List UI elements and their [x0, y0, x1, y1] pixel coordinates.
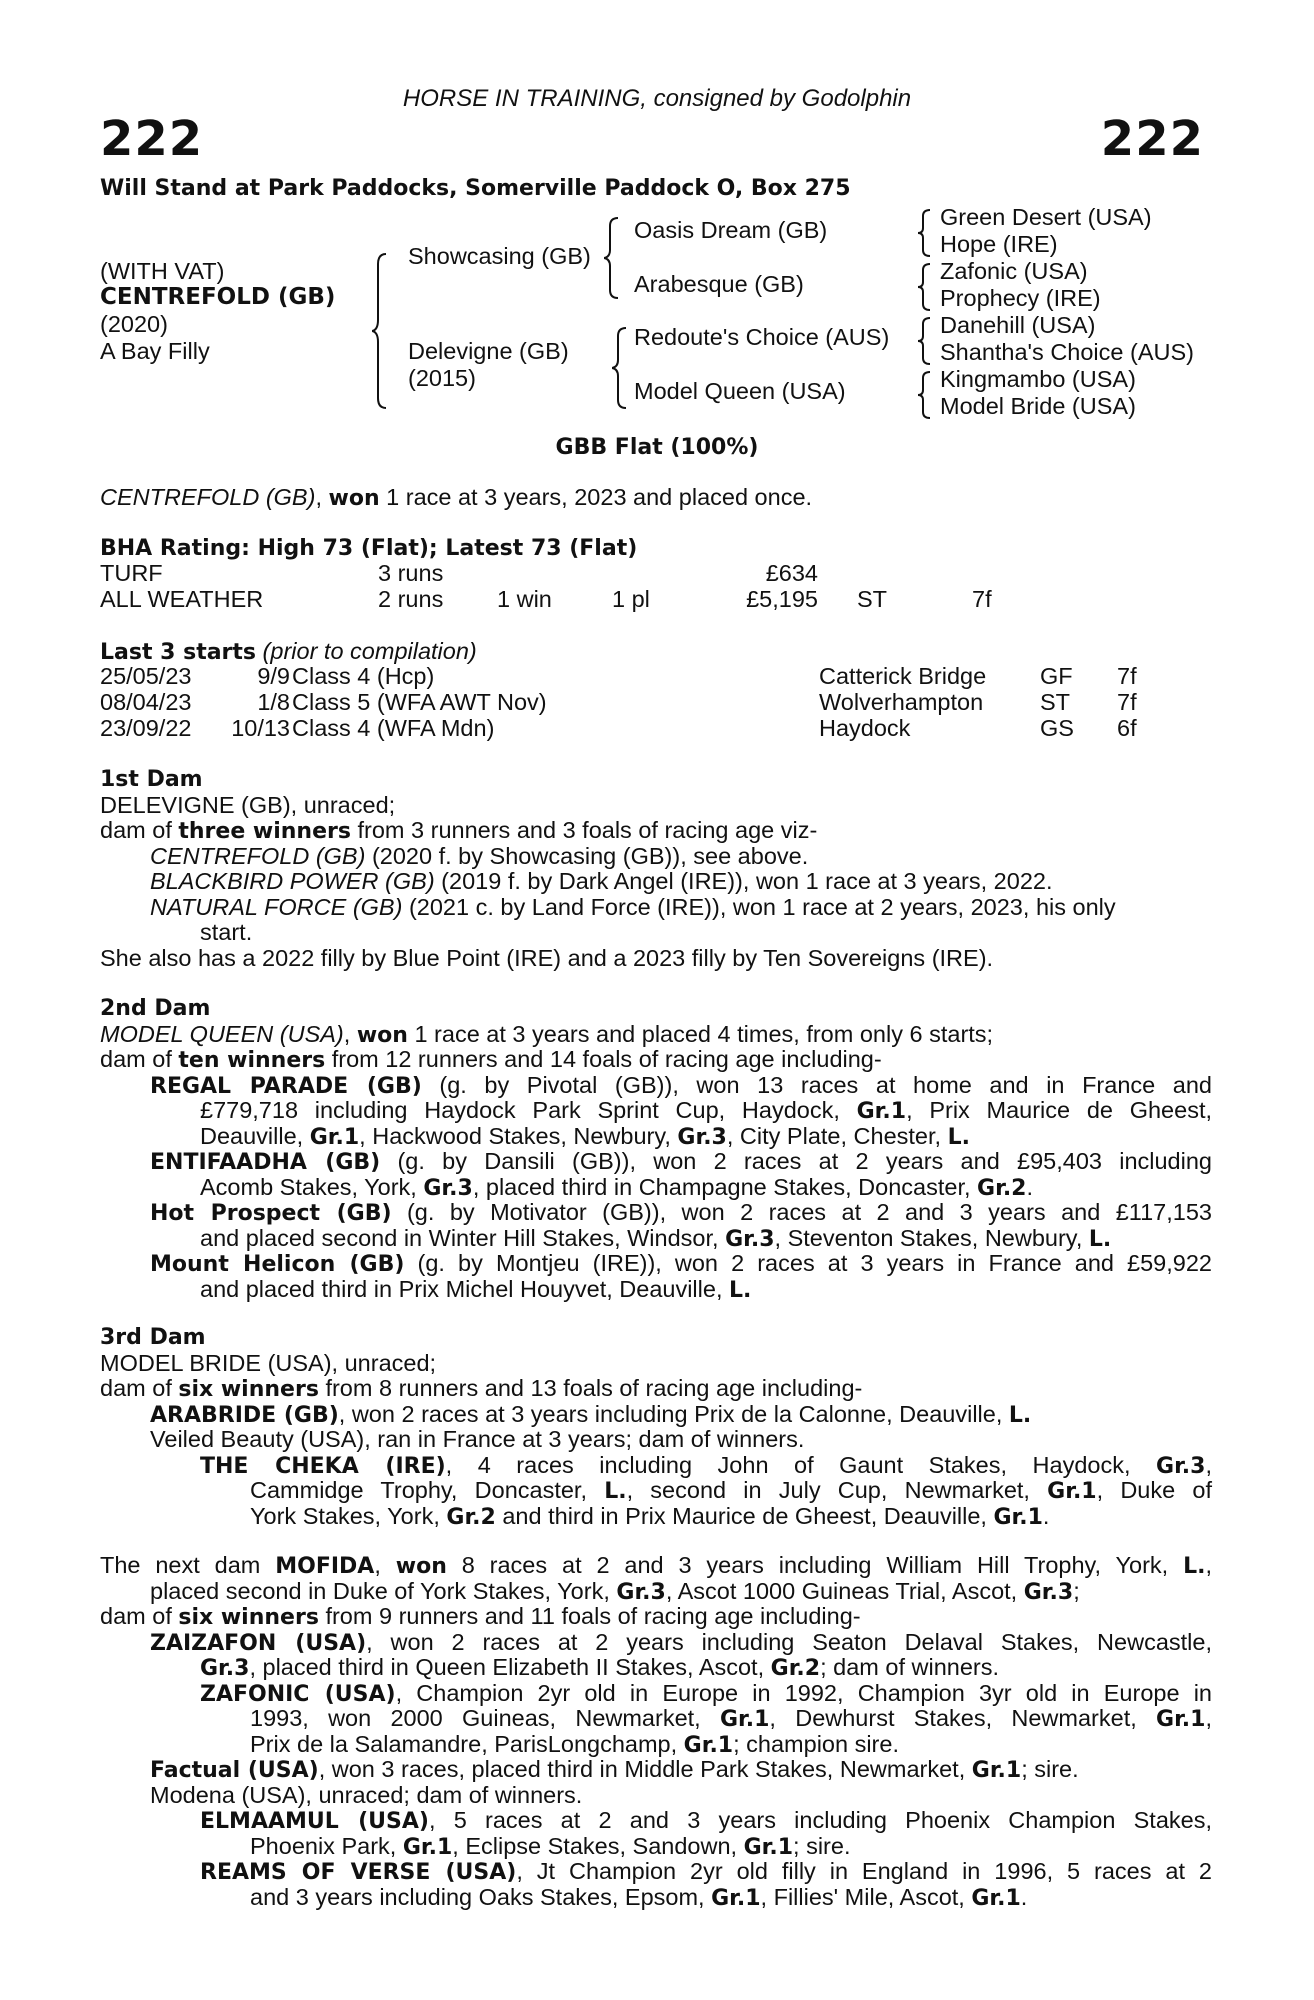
- bha-rating: BHA Rating: High 73 (Flat); Latest 73 (Flat): [100, 536, 638, 561]
- record-aw-distance: 7f: [972, 586, 992, 612]
- pedigree-brace-g3: [918, 316, 934, 366]
- horse-year: (2020): [100, 311, 168, 337]
- horse-name: CENTREFOLD (GB): [100, 284, 336, 310]
- record-aw-prize: £5,195: [746, 586, 818, 612]
- pedigree-gg-4: Prophecy (IRE): [940, 285, 1101, 311]
- pedigree-dam-year: (2015): [408, 365, 476, 391]
- first-dam-section: 1st Dam DELEVIGNE (GB), unraced; dam of three winners from 3 runners and 3 foals of racing age viz- CENTREFOLD (GB) (2020 f. by Showcasing (GB)), see above. BLACKBIRD POWER (GB) (2019 f. by Dark Angel (IRE)), won 1 race at 3 years, 2022. NATURAL FORCE (GB) (2021 c. by Land Force (IRE)), won 1 race at 2 years, 2023, his only start. She also has a 2022 filly by Blue Point (IRE) and a 2023 filly by Ten Sovereigns (IRE).: [100, 767, 1212, 971]
- second-dam-section: 2nd Dam MODEL QUEEN (USA), won 1 race at 3 years and placed 4 times, from only 6 starts; dam of ten winners from 12 runners and 14 foals of racing age including- REGAL PARADE (GB) (g. by Pivotal (GB)), won 13 races at home and in France and £779,718 including Haydock Park Sprint Cup, Haydock, Gr.1, Prix Maurice de Gheest, Deauville, Gr.1, Hackwood Stakes, Newbury, Gr.3, City Plate, Chester, L. ENTIFAADHA (GB) (g. by Dansili (GB)), won 2 races at 2 years and £95,403 including Acomb Stakes, York, Gr.3, placed third in Champagne Stakes, Doncaster, Gr.2. Hot Prospect (GB) (g. by Motivator (GB)), won 2 races at 2 and 3 years and £117,153 and placed second in Winter Hill Stakes, Windsor, Gr.3, Steventon Stakes, Newbury, L. Mount Helicon (GB) (g. by Montjeu (IRE)), won 2 races at 3 years in France and £59,922 and placed third in Prix Michel Houyvet, Deauville, L.: [100, 996, 1212, 1303]
- vat-label: (WITH VAT): [100, 258, 225, 284]
- pedigree-gg-5: Danehill (USA): [940, 312, 1096, 338]
- stand-location: Will Stand at Park Paddocks, Somerville Paddock O, Box 275: [100, 176, 851, 201]
- pedigree-gg-6: Shantha's Choice (AUS): [940, 339, 1194, 365]
- gbb-label: GBB Flat (100%): [555, 435, 759, 460]
- pedigree-dam-sire: Redoute's Choice (AUS): [634, 324, 890, 350]
- progeny-entry: Mount Helicon (GB) (g. by Montjeu (IRE)), won 2 races at 3 years in France and £59,922: [150, 1250, 1212, 1277]
- progeny-entry: Hot Prospect (GB) (g. by Motivator (GB)), won 2 races at 2 and 3 years and £117,153: [150, 1199, 1212, 1226]
- pedigree-sire-dam: Arabesque (GB): [634, 271, 804, 297]
- pedigree-brace-g2: [918, 262, 934, 312]
- progeny-entry: THE CHEKA (IRE), 4 races including John of Gaunt Stakes, Haydock, Gr.3,: [200, 1451, 1212, 1479]
- pedigree-dam-dam: Model Queen (USA): [634, 378, 846, 404]
- record-aw-surface: ST: [857, 586, 888, 612]
- summary-won: won: [328, 486, 380, 511]
- progeny-entry: ARABRIDE (GB), won 2 races at 3 years including Prix de la Calonne, Deauville, L.: [150, 1400, 1032, 1428]
- progeny-entry: Factual (USA), won 3 races, placed third in Middle Park Stakes, Newmarket, Gr.1; sire.: [150, 1756, 1079, 1783]
- pedigree-brace-sire: [604, 216, 626, 300]
- horse-description: A Bay Filly: [100, 338, 210, 364]
- pedigree-gg-7: Kingmambo (USA): [940, 366, 1136, 392]
- progeny-entry: ZAIZAFON (USA), won 2 races at 2 years including Seaton Delaval Stakes, Newcastle,: [150, 1628, 1212, 1656]
- record-turf-label: TURF: [100, 560, 163, 586]
- pedigree-brace-g1: [918, 208, 934, 258]
- next-dam-section: The next dam MOFIDA, won 8 races at 2 and 3 years including William Hill Trophy, York, L., placed second in Duke of York Stakes, York, Gr.3, Ascot 1000 Guineas Trial, Ascot, Gr.3; dam of six winners from 9 runners and 11 foals of racing age including- ZAIZAFON (USA), won 2 races at 2 years including Seaton Delaval Stakes, Newcastle, Gr.3, placed third in Queen Elizabeth II Stakes, Ascot, Gr.2; dam of winners. ZAFONIC (USA), Champion 2yr old in Europe in 1992, Champion 3yr old in Europe in 1993, won 2000 Guineas, Newmarket, Gr.1, Dewhurst Stakes, Newmarket, Gr.1, Prix de la Salamandre, ParisLongchamp, Gr.1; champion sire. Factual (USA), won 3 races, placed third in Middle Park Stakes, Newmarket, Gr.1; sire. Modena (USA), unraced; dam of winners. ELMAAMUL (USA), 5 races at 2 and 3 years including Phoenix Champion Stakes, Phoenix Park, Gr.1, Eclipse Stakes, Sandown, Gr.1; sire. REAMS OF VERSE (USA), Jt Champion 2yr old filly in England in 1996, 5 races at 2 and 3 years including Oaks Stakes, Epsom, Gr.1, Fillies' Mile, Ascot, Gr.1.: [100, 1552, 1213, 1911]
- pedigree-dam: Delevigne (GB): [408, 338, 569, 364]
- progeny-entry: ELMAAMUL (USA), 5 races at 2 and 3 years including Phoenix Champion Stakes,: [200, 1807, 1212, 1834]
- pedigree-brace-main: [372, 252, 396, 410]
- first-dam-title: 1st Dam: [100, 767, 203, 792]
- record-aw-wins: 1 win: [497, 586, 552, 612]
- race-summary: CENTREFOLD (GB), won 1 race at 3 years, 2023 and placed once.: [100, 484, 813, 511]
- pedigree-sire-sire: Oasis Dream (GB): [634, 217, 828, 243]
- record-aw-placed: 1 pl: [612, 586, 650, 612]
- summary-name: CENTREFOLD (GB): [100, 484, 316, 510]
- pedigree-gg-2: Hope (IRE): [940, 231, 1058, 257]
- third-dam-title: 3rd Dam: [100, 1325, 206, 1350]
- progeny-entry: REAMS OF VERSE (USA), Jt Champion 2yr old filly in England in 1996, 5 races at 2: [200, 1858, 1212, 1885]
- consignment-line: HORSE IN TRAINING, consigned by Godolphin: [402, 85, 912, 112]
- second-dam-title: 2nd Dam: [100, 996, 211, 1021]
- lot-number-right: 222: [1100, 111, 1204, 167]
- summary-rest: 1 race at 3 years, 2023 and placed once.: [379, 484, 813, 510]
- record-aw-runs: 2 runs: [378, 586, 444, 612]
- pedigree-brace-dam: [612, 326, 634, 410]
- pedigree-gg-3: Zafonic (USA): [940, 258, 1088, 284]
- progeny-entry: REGAL PARADE (GB) (g. by Pivotal (GB)), won 13 races at home and in France and: [150, 1071, 1212, 1099]
- progeny-entry: ENTIFAADHA (GB) (g. by Dansili (GB)), won 2 races at 2 years and £95,403 including: [150, 1148, 1212, 1175]
- record-aw-label: ALL WEATHER: [100, 586, 264, 612]
- third-dam-section: 3rd Dam MODEL BRIDE (USA), unraced; dam of six winners from 8 runners and 13 foals of racing age including- ARABRIDE (GB), won 2 races at 3 years including Prix de la Calonne, Deauville, L. Veiled Beauty (USA), ran in France at 3 years; dam of winners. THE CHEKA (IRE), 4 races including John of Gaunt Stakes, Haydock, Gr.3, Cammidge Trophy, Doncaster, L., second in July Cup, Newmarket, Gr.1, Duke of York Stakes, York, Gr.2 and third in Prix Maurice de Gheest, Deauville, Gr.1.: [100, 1325, 1212, 1530]
- progeny-entry: ZAFONIC (USA), Champion 2yr old in Europe in 1992, Champion 3yr old in Europe in: [200, 1679, 1212, 1707]
- record-turf-runs: 3 runs: [378, 560, 444, 586]
- pedigree-sire: Showcasing (GB): [408, 243, 591, 269]
- record-turf-prize: £634: [765, 560, 818, 586]
- last-starts-title: Last 3 starts (prior to compilation): [100, 638, 477, 665]
- pedigree-gg-8: Model Bride (USA): [940, 393, 1136, 419]
- pedigree-brace-g4: [918, 370, 934, 420]
- lot-number-left: 222: [100, 111, 204, 167]
- pedigree-gg-1: Green Desert (USA): [940, 204, 1152, 230]
